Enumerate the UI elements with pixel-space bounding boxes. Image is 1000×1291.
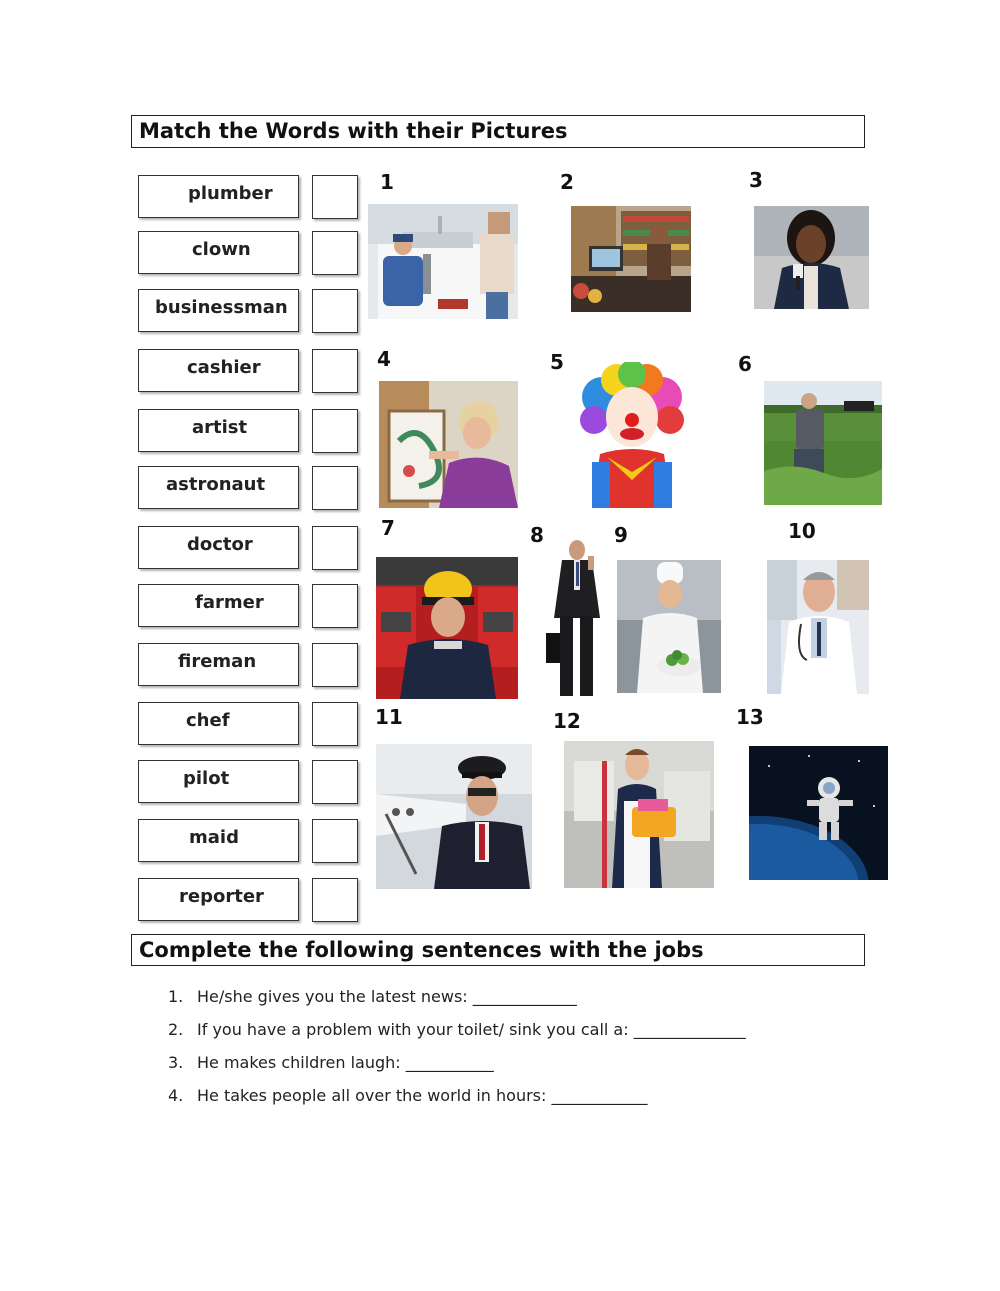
word-label: chef <box>186 710 230 731</box>
word-box-doctor <box>138 526 299 569</box>
picture-number: 5 <box>550 350 564 374</box>
answer-box[interactable] <box>312 584 358 628</box>
word-box-reporter <box>138 878 299 921</box>
word-label: cashier <box>187 357 261 378</box>
picture-number: 3 <box>749 168 763 192</box>
plumber-photo <box>368 204 518 319</box>
picture-number: 4 <box>377 347 391 371</box>
maid-photo <box>564 741 714 888</box>
answer-box[interactable] <box>312 231 358 275</box>
pilot-photo <box>376 744 532 889</box>
answer-box[interactable] <box>312 878 358 922</box>
word-label: artist <box>192 417 248 438</box>
word-label: farmer <box>195 592 264 613</box>
sentence-text: He takes people all over the world in hours: ____________ <box>197 1086 648 1105</box>
cashier-photo <box>571 206 691 312</box>
word-box-plumber <box>138 175 299 218</box>
answer-box[interactable] <box>312 643 358 687</box>
picture-number: 9 <box>614 523 628 547</box>
picture-number: 8 <box>530 523 544 547</box>
farmer-photo <box>764 381 882 505</box>
word-box-artist <box>138 409 299 452</box>
word-label: businessman <box>155 297 288 318</box>
sentence-text: He makes children laugh: ___________ <box>197 1053 494 1072</box>
artist-photo <box>379 381 518 508</box>
businessman-photo <box>544 538 610 701</box>
word-box-chef <box>138 702 299 745</box>
word-label: doctor <box>187 534 253 555</box>
sentence-text: He/she gives you the latest news: _____________ <box>197 987 577 1006</box>
fireman-photo <box>376 557 518 699</box>
sentence-item <box>168 1018 888 1051</box>
answer-box[interactable] <box>312 349 358 393</box>
word-box-farmer <box>138 584 299 627</box>
word-box-astronaut <box>138 466 299 509</box>
astronaut-photo <box>749 746 888 880</box>
picture-number: 12 <box>553 709 581 733</box>
word-box-maid <box>138 819 299 862</box>
word-label: astronaut <box>166 474 266 495</box>
doctor-photo <box>767 560 869 694</box>
sentence-list <box>168 985 888 1117</box>
answer-box[interactable] <box>312 819 358 863</box>
picture-number: 7 <box>381 516 395 540</box>
sentence-number: 3. <box>168 1053 184 1072</box>
answer-box[interactable] <box>312 760 358 804</box>
word-label: clown <box>192 239 251 260</box>
word-label: pilot <box>183 768 230 789</box>
sentence-number: 1. <box>168 987 184 1006</box>
match-section-title: Match the Words with their Pictures <box>131 115 865 148</box>
word-box-cashier <box>138 349 299 392</box>
clown-photo <box>572 362 692 508</box>
word-box-pilot <box>138 760 299 803</box>
word-label: maid <box>189 827 239 848</box>
sentence-item <box>168 985 888 1018</box>
answer-box[interactable] <box>312 526 358 570</box>
sentences-section-title: Complete the following sentences with the jobs <box>131 934 865 966</box>
answer-box[interactable] <box>312 409 358 453</box>
picture-number: 6 <box>738 352 752 376</box>
sentence-number: 4. <box>168 1086 184 1105</box>
word-label: reporter <box>179 886 264 907</box>
word-label: fireman <box>178 651 257 672</box>
answer-box[interactable] <box>312 466 358 510</box>
word-box-businessman <box>138 289 299 332</box>
answer-box[interactable] <box>312 175 358 219</box>
sentence-item <box>168 1051 888 1084</box>
answer-box[interactable] <box>312 702 358 746</box>
word-box-fireman <box>138 643 299 686</box>
sentence-number: 2. <box>168 1020 184 1039</box>
picture-number: 11 <box>375 705 403 729</box>
picture-number: 2 <box>560 170 574 194</box>
reporter-photo <box>754 206 869 309</box>
sentence-item <box>168 1084 888 1117</box>
picture-number: 1 <box>380 170 394 194</box>
picture-number: 10 <box>788 519 816 543</box>
answer-box[interactable] <box>312 289 358 333</box>
word-label: plumber <box>188 183 273 204</box>
picture-number: 13 <box>736 705 764 729</box>
word-box-clown <box>138 231 299 274</box>
sentence-text: If you have a problem with your toilet/ sink you call a: ______________ <box>197 1020 746 1039</box>
chef-photo <box>617 560 721 693</box>
